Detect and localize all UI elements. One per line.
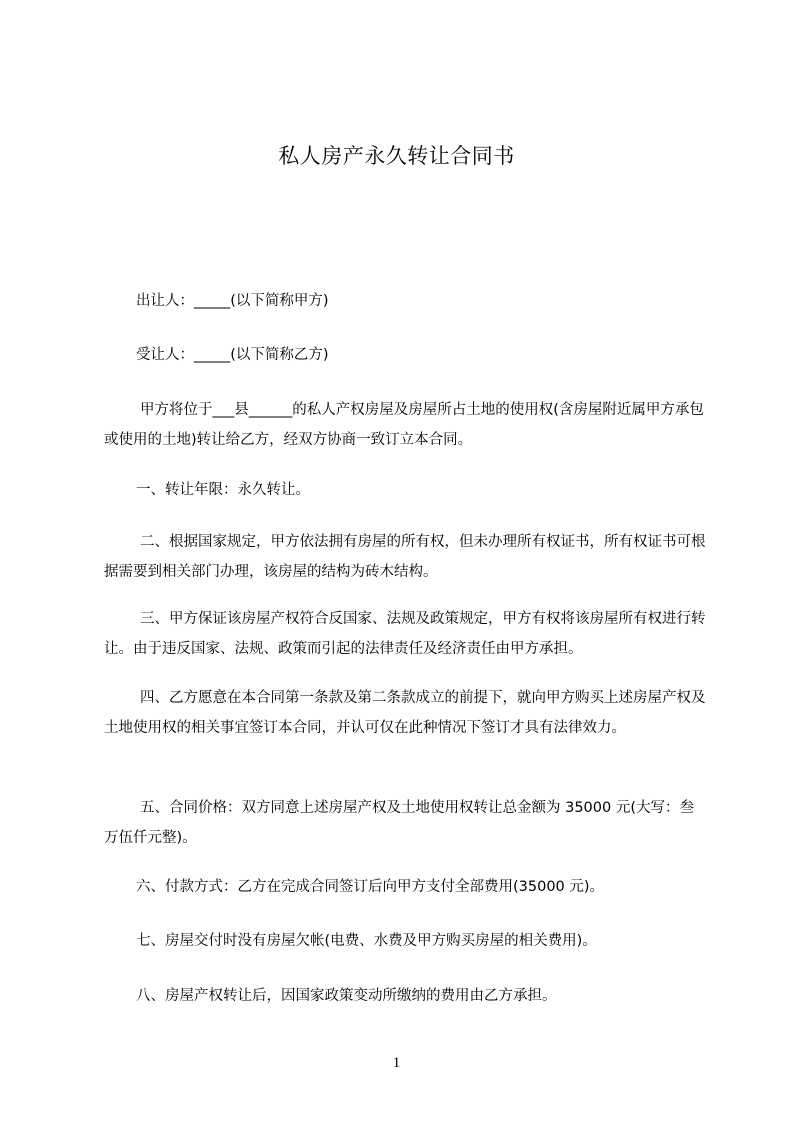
page-number: 1 [392, 1055, 401, 1071]
intro-paragraph: 甲方将位于___县______的私人产权房屋及房屋所占土地的使用权(含房屋附近属甲方承包或使用的土地)转让给乙方，经双方协商一致订立本合同。 [104, 402, 704, 448]
clause-4: 四、乙方愿意在本合同第一条款及第二条款成立的前提下，就向甲方购买上述房屋产权及土地使用权的相关事宜签订本合同，并认可仅在此种情况下签订才具有法律效力。 [104, 690, 706, 736]
transferee-line: 受让人：_____(以下简称乙方) [136, 347, 329, 363]
clause-3: 三、甲方保证该房屋产权符合反国家、法规及政策规定，甲方有权将该房屋所有权进行转让。由于违反国家、法规、政策而引起的法律责任及经济责任由甲方承担。 [104, 611, 706, 657]
page-title: 私人房产永久转让合同书 [278, 144, 515, 168]
transferor-line: 出让人：_____(以下简称甲方) [136, 293, 329, 309]
clause-2: 二、根据国家规定，甲方依法拥有房屋的所有权，但未办理所有权证书，所有权证书可根据需要到相关部门办理，该房屋的结构为砖木结构。 [104, 534, 706, 580]
clause-5: 五、合同价格：双方同意上述房屋产权及土地使用权转让总金额为 35000 元(大写：叁万伍仟元整)。 [104, 800, 694, 846]
clause-6: 六、付款方式：乙方在完成合同签订后向甲方支付全部费用(35000 元)。 [136, 879, 605, 895]
clause-8: 八、房屋产权转让后，因国家政策变动所缴纳的费用由乙方承担。 [136, 988, 557, 1004]
clause-1: 一、转让年限：永久转让。 [136, 482, 310, 498]
clause-7: 七、房屋交付时没有房屋欠帐(电费、水费及甲方购买房屋的相关费用)。 [136, 933, 597, 949]
